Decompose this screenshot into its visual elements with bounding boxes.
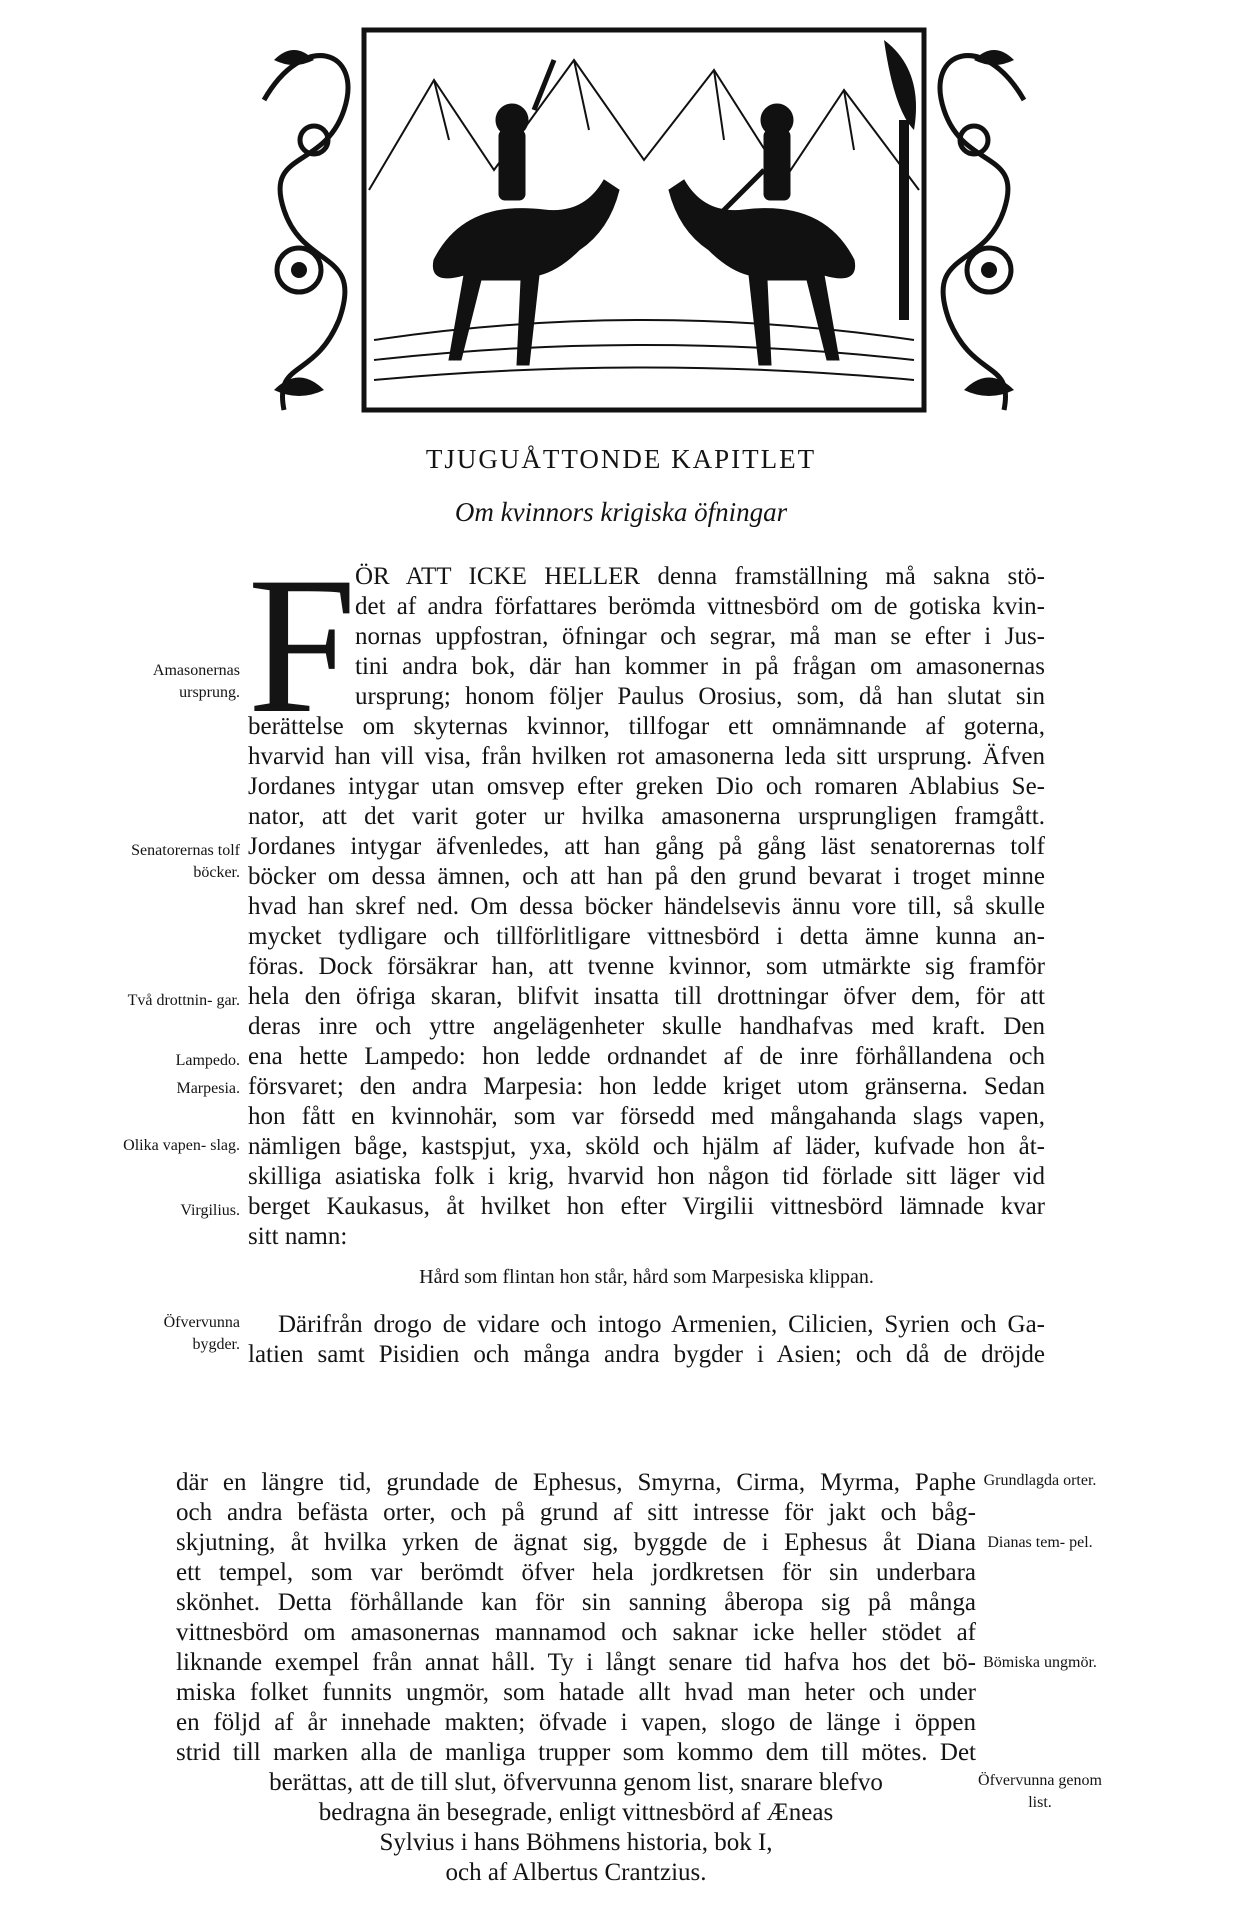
margin-note-bomiska-ungmor: Bömiska ungmör. bbox=[983, 1654, 1097, 1671]
text-line: miska folket funnits ungmör, som hatade allt hvad man heter och under bbox=[176, 1679, 976, 1706]
text-line: böcker om dessa ämnen, och att han på den grund bevarat i troget minne bbox=[248, 863, 1045, 890]
margin-note-lampedo: Lampedo. bbox=[175, 1052, 240, 1069]
text-line: skjutning, åt hvilka yrken de ägnat sig, byggde de i Ephesus åt Diana bbox=[176, 1529, 976, 1556]
verse-quote: Hård som flintan hon står, hård som Marpesiska klippan. bbox=[419, 1266, 874, 1288]
text-line: hvarvid han vill visa, från hvilken rot amasonerna leda sitt ursprung. Äfven bbox=[248, 743, 1045, 770]
text-line: liknande exempel från annat håll. Ty i långt senare tid hafva hos det bö- bbox=[176, 1649, 976, 1676]
text-line: och andra befästa orter, och på grund af sitt intresse för jakt och båg- bbox=[176, 1499, 976, 1526]
woodcut-illustration bbox=[244, 20, 1044, 420]
text-line: Sylvius i hans Böhmens historia, bok I, bbox=[379, 1829, 773, 1856]
margin-note-dianas-tempel: Dianas tem- pel. bbox=[987, 1534, 1093, 1551]
text-line: sitt namn: bbox=[248, 1223, 348, 1250]
text-line: deras inre och yttre angelägenheter skulle handhafvas med kraft. Den bbox=[248, 1013, 1045, 1040]
text-line: berättas, att de till slut, öfvervunna genom list, snarare blefvo bbox=[269, 1769, 883, 1796]
margin-note-tva-drottningar: Två drottnin- gar. bbox=[127, 992, 240, 1009]
text-line: och af Albertus Crantzius. bbox=[445, 1859, 707, 1886]
text-line: ett tempel, som var berömdt öfver hela jordkretsen för sin underbara bbox=[176, 1559, 976, 1586]
drop-cap: F bbox=[247, 537, 357, 754]
text-line: nämligen båge, kastspjut, yxa, sköld och hjälm af läder, kufvade hon åt- bbox=[248, 1133, 1045, 1160]
text-line: ursprung; honom följer Paulus Orosius, som, då han slutat sin bbox=[355, 683, 1045, 710]
text-line: strid till marken alla de manliga trupper som kommo dem till mötes. Det bbox=[176, 1739, 976, 1766]
text-line: Jordanes intygar utan omsvep efter greken Dio och romaren Ablabius Se- bbox=[248, 773, 1045, 800]
margin-note-ofvervunna-bygder: Öfvervunna bygder. bbox=[163, 1314, 240, 1353]
text-line: skönhet. Detta förhållande kan för sin sanning åberopa sig på många bbox=[176, 1589, 976, 1616]
margin-note-grundlagda-orter: Grundlagda orter. bbox=[983, 1472, 1097, 1489]
margin-note-virgilius: Virgilius. bbox=[180, 1202, 240, 1219]
text-line: hvad han skref ned. Om dessa böcker händelsevis ännu vore till, så skulle bbox=[248, 893, 1045, 920]
text-line: föras. Dock försäkrar han, att tvenne kvinnor, som utmärkte sig framför bbox=[248, 953, 1045, 980]
margin-note-senatorernas: Senatorernas tolf böcker. bbox=[131, 842, 240, 881]
chapter-title: TJUGUÅTTONDE KAPITLET bbox=[425, 444, 817, 474]
text-line: där en längre tid, grundade de Ephesus, Smyrna, Cirma, Myrma, Paphe bbox=[176, 1469, 976, 1496]
margin-note-ofvervunna-genom-list: Öfvervunna genom list. bbox=[978, 1772, 1102, 1811]
text-line: en följd af år innehade makten; öfvade i vapen, slogo de länge i öppen bbox=[176, 1709, 976, 1736]
text-line: berättelse om skyternas kvinnor, tillfogar ett omnämnande af goterna, bbox=[248, 713, 1045, 740]
text-line: hela den öfriga skaran, blifvit insatta till drottningar öfver dem, för att bbox=[248, 983, 1045, 1010]
text-line: tini andra bok, där han kommer in på frågan om amasonernas bbox=[355, 653, 1045, 680]
text-line: det af andra författares berömda vittnesbörd om de gotiska kvin- bbox=[355, 593, 1045, 620]
text-line: skilliga asiatiska folk i krig, hvarvid hon någon tid förlade sitt läger vid bbox=[248, 1163, 1045, 1190]
text-line: mycket tydligare och tillförlitligare vittnesbörd i detta ämne kunna an- bbox=[248, 923, 1045, 950]
chapter-subtitle: Om kvinnors krigiska öfningar bbox=[454, 497, 788, 527]
text-line: försvaret; den andra Marpesia: hon ledde kriget utom gränserna. Sedan bbox=[248, 1073, 1045, 1100]
text-line: vittnesbörd om amasonernas mannamod och saknar icke heller stödet af bbox=[176, 1619, 976, 1646]
text-line: Jordanes intygar äfvenledes, att han gång på gång läst senatorernas tolf bbox=[248, 833, 1045, 860]
text-line: ena hette Lampedo: hon ledde ordnandet af de inre förhållandena och bbox=[248, 1043, 1045, 1070]
text-line: bedragna än besegrade, enligt vittnesbörd af Æneas bbox=[318, 1799, 834, 1826]
margin-note-amasonernas: Amasonernas ursprung. bbox=[152, 662, 240, 701]
text-line: berget Kaukasus, åt hvilket hon efter Virgilii vittnesbörd lämnade kvar bbox=[248, 1193, 1045, 1220]
margin-note-olika-vapenslag: Olika vapen- slag. bbox=[123, 1137, 240, 1154]
margin-note-marpesia: Marpesia. bbox=[176, 1080, 240, 1097]
text-line: Därifrån drogo de vidare och intogo Armenien, Cilicien, Syrien och Ga- bbox=[278, 1311, 1045, 1338]
text-line: nator, att det varit goter ur hvilka amasonerna ursprungligen framgått. bbox=[248, 803, 1045, 830]
text-line: ÖR ATT ICKE HELLER denna framställning må sakna stö- bbox=[355, 563, 1045, 590]
text-line: hon fått en kvinnohär, som var försedd med mångahanda slags vapen, bbox=[248, 1103, 1045, 1130]
text-line: nornas uppfostran, öfningar och segrar, må man se efter i Jus- bbox=[355, 623, 1045, 650]
text-line: latien samt Pisidien och många andra bygder i Asien; och då de dröjde bbox=[248, 1341, 1045, 1368]
